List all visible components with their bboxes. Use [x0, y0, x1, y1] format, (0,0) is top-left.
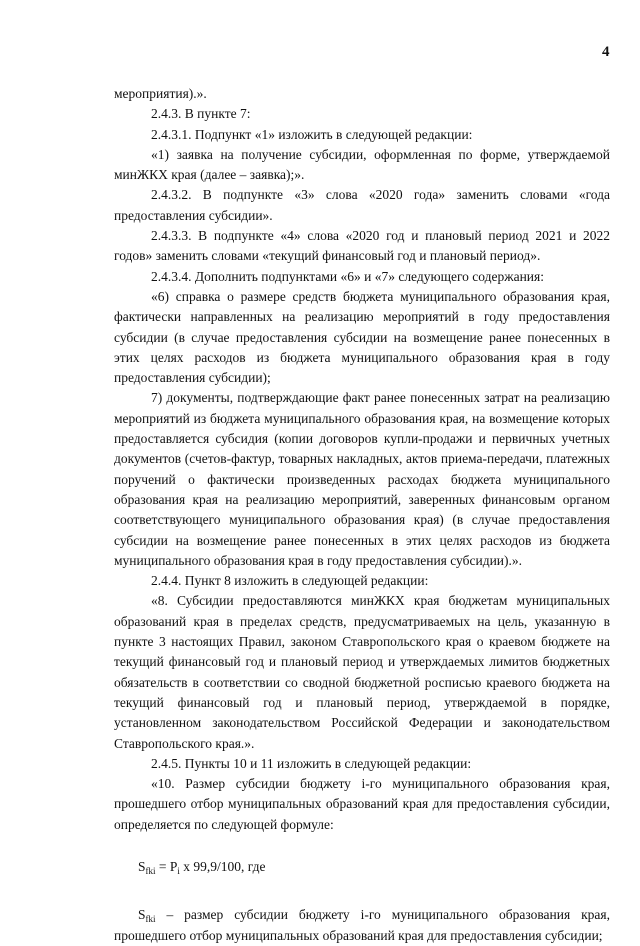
definition-text: – размер субсидии бюджету i-го муниципального образования края, прошедшего отбор муниципальных образований края для предоставления субсидии;	[114, 907, 610, 943]
paragraph: «6) справка о размере средств бюджета муниципального образования края, фактически направленных на реализацию мероприятий в году предоставления субсидии (в случае предоставления субсидии на возмещение ранее понесенных в этих целях расходов из бюджета муниципального образования края в году предоставления субсидии);	[114, 288, 610, 386]
paragraph: мероприятия).».	[114, 86, 207, 101]
paragraph: 2.4.3.2. В подпункте «3» слова «2020 года» заменить словами «года предоставления субсидии».	[114, 187, 610, 223]
paragraph: 2.4.4. Пункт 8 изложить в следующей редакции:	[151, 573, 429, 589]
paragraph: 2.4.3. В пункте 7:	[151, 106, 251, 122]
paragraph: «10. Размер субсидии бюджету i-го муниципального образования края, прошедшего отбор муниципальных образований края для предоставления субсидии, определяется по следующей формуле:	[114, 776, 610, 832]
formula-lhs-subscript: fki	[145, 865, 156, 876]
paragraph: 2.4.5. Пункты 10 и 11 изложить в следующей редакции:	[151, 755, 472, 771]
definition	[114, 905, 610, 946]
formula-lhs-symbol: S	[138, 858, 146, 874]
paragraph: 2.4.3.1. Подпункт «1» изложить в следующей редакции:	[151, 126, 473, 142]
definition-subscript: fki	[145, 914, 156, 925]
formula-equals-p: = P	[155, 858, 178, 874]
definition-symbol: S	[138, 907, 146, 923]
document-body	[114, 84, 610, 946]
paragraph: «8. Субсидии предоставляются минЖКХ края бюджетам муниципальных образований края в пределах средств, предусматриваемых на цель, указанную в пункте 3 настоящих Правил, законом Ставропольского края о краевом бюджете на текущий финансовый год и плановый период и утверждаемых лимитов бюджетных обязательств в соответствии со сводной бюджетной росписью краевого бюджета на текущий финансовый год и плановый период, утверждаемой в порядке, установленном законодательством Российской Федерации и законодательством Ставропольского края.».	[114, 593, 610, 751]
paragraph: 2.4.3.3. В подпункте «4» слова «2020 год и плановый период 2021 и 2022 годов» заменить словами «текущий финансовый год и плановый период».	[114, 228, 610, 264]
formula-rhs: x 99,9/100, где	[179, 858, 266, 874]
paragraph: 2.4.3.4. Дополнить подпунктами «6» и «7» следующего содержания:	[151, 268, 544, 284]
page-number: 4	[602, 44, 610, 60]
formula-p-subscript: i	[177, 865, 180, 876]
paragraph: «1) заявка на получение субсидии, оформленная по форме, утверждаемой минЖКХ края (далее – заявка);».	[114, 146, 610, 183]
formula	[114, 857, 610, 877]
paragraph: 7) документы, подтверждающие факт ранее понесенных затрат на реализацию мероприятий из бюджета муниципального образования края, на возмещение которых предоставляется субсидия (копии договоров купли-продажи и первичных учетных документов (счетов-фактур, товарных накладных, актов приема-передачи, платежных поручений о фактически произведенных расходах бюджета муниципального образования края на реализацию мероприятий, заверенных финансовым органом соответствующего муниципального образования края) (в случае предоставления субсидии на возмещение ранее понесенных в этих целях расходов из бюджета муниципального образования края в году предоставления субсидии).».	[114, 390, 610, 568]
